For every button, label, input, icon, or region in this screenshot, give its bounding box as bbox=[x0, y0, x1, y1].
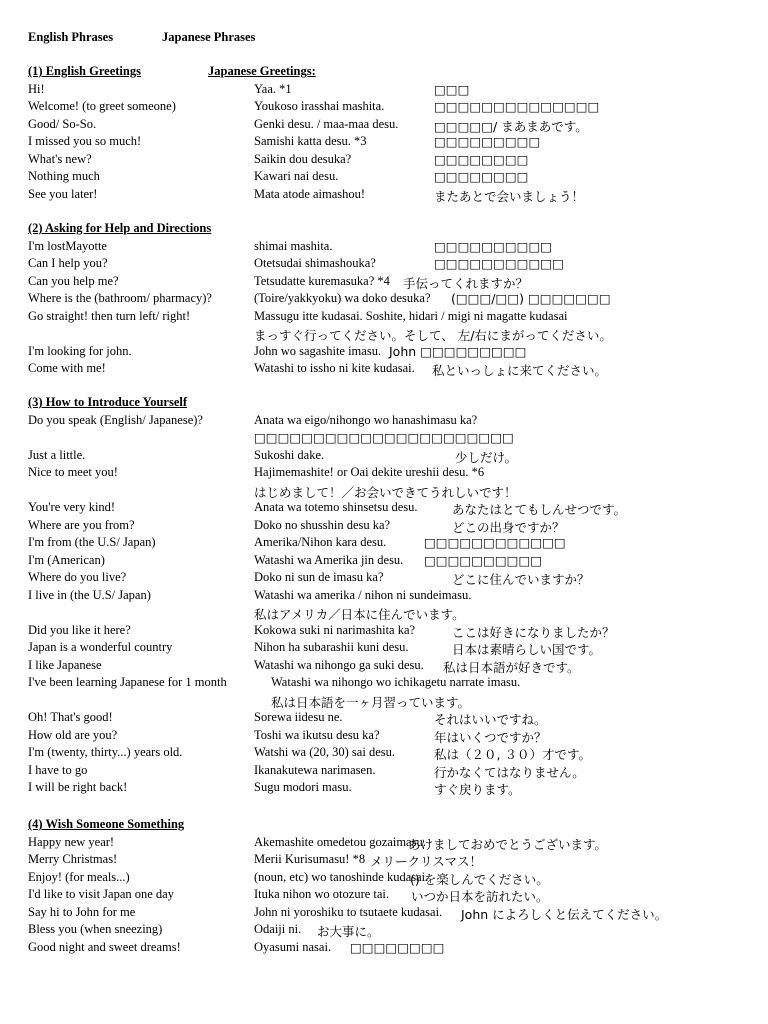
japanese-phrase: ここは好きになりましたか？ bbox=[452, 624, 615, 640]
english-phrase: Just a little. bbox=[28, 447, 86, 462]
romaji-phrase: Sorewa iidesu ne. bbox=[254, 710, 343, 724]
japanese-phrase: □□□□□□□□□ bbox=[434, 134, 541, 149]
romaji-phrase: Watashi wa Amerika jin desu. bbox=[254, 552, 404, 567]
romaji-phrase: Watashi wa nihongo ga suki desu. bbox=[254, 657, 424, 672]
romaji-phrase: Youkoso irasshai mashita. bbox=[254, 99, 385, 113]
romaji-phrase: Tetsudatte kuremasuka? *4 bbox=[254, 273, 390, 288]
phrase-row bbox=[28, 763, 768, 780]
phrase-row bbox=[28, 570, 768, 587]
japanese-phrase: どこに住んでいますか？ bbox=[452, 572, 590, 587]
phrase-row bbox=[28, 887, 768, 904]
phrase-row bbox=[28, 852, 768, 869]
romaji-phrase: Watashi wa nihongo wo ichikagetu narrate imasu. bbox=[271, 675, 521, 689]
romaji-phrase: Saikin dou desuka? bbox=[254, 151, 352, 166]
phrase-row bbox=[28, 905, 768, 922]
phrase-row bbox=[28, 187, 768, 204]
phrase-row bbox=[28, 344, 768, 361]
japanese-phrase-continued: はじめまして！／お会いできてうれしいです！ bbox=[254, 484, 517, 500]
phrase-row bbox=[28, 134, 768, 151]
phrase-row bbox=[28, 465, 768, 482]
english-phrase: Japan is a wonderful country bbox=[28, 640, 173, 654]
romaji-phrase: (noun, etc) wo tanoshinde kudasai. bbox=[254, 869, 429, 884]
english-phrase: Come with me! bbox=[28, 361, 106, 375]
romaji-phrase: Doko ni sun de imasu ka? bbox=[254, 570, 384, 584]
phrase-row bbox=[28, 413, 768, 430]
romaji-phrase: Merii Kurisumasu! *8 bbox=[254, 852, 366, 866]
japanese-phrase-continued: 私は日本語を一ヶ月習っています。 bbox=[271, 694, 471, 710]
romaji-phrase: Kokowa suki ni narimashita ka? bbox=[254, 622, 416, 637]
english-phrase: I've been learning Japanese for 1 month bbox=[28, 675, 227, 689]
english-phrase: Do you speak (English/ Japanese)? bbox=[28, 412, 203, 427]
japanese-phrase: いつか日本を訪れたい。 bbox=[411, 889, 549, 904]
english-phrase: I like Japanese bbox=[28, 657, 102, 672]
japanese-phrase: □□□□□□□□ bbox=[350, 939, 445, 955]
japanese-phrase-continued: まっすぐ行ってください。そして、 左/右にまがってください。 bbox=[254, 328, 612, 343]
english-phrase: I live in (the U.S/ Japan) bbox=[28, 587, 151, 602]
romaji-phrase: Ituka nihon wo otozure tai. bbox=[254, 887, 390, 901]
japanese-phrase: あなたはとてもしんせつです。 bbox=[452, 502, 627, 517]
english-phrase: Where is the (bathroom/ pharmacy)? bbox=[28, 291, 212, 305]
english-phrase: I missed you so much! bbox=[28, 134, 142, 148]
japanese-phrase: □□□□□□□□□□□ bbox=[434, 256, 564, 271]
japanese-phrase: 私といっしょに来てください。 bbox=[432, 363, 608, 378]
japanese-phrase: 行かなくてはなりません。 bbox=[434, 764, 585, 780]
phrase-row bbox=[28, 256, 768, 273]
english-phrase: Enjoy! (for meals...) bbox=[28, 869, 130, 884]
romaji-phrase: Toshi wa ikutsu desu ka? bbox=[254, 727, 380, 742]
section-title: (3) How to Introduce Yourself bbox=[28, 395, 188, 409]
romaji-phrase: Otetsudai shimashouka? bbox=[254, 256, 376, 270]
english-phrase: I'd like to visit Japan one day bbox=[28, 887, 174, 901]
romaji-phrase: Watashi to issho ni kite kudasai. bbox=[254, 361, 415, 375]
phrase-row bbox=[28, 588, 768, 605]
romaji-phrase: Samishi katta desu. *3 bbox=[254, 134, 367, 148]
japanese-phrase: すぐ戻ります。 bbox=[434, 782, 521, 797]
japanese-phrase: () を楽しんでください。 bbox=[410, 871, 549, 887]
english-phrase: Oh! That's good! bbox=[28, 710, 113, 724]
english-phrase: Good/ So-So. bbox=[28, 116, 97, 131]
romaji-phrase: Anata wa totemo shinsetsu desu. bbox=[254, 500, 418, 514]
phrase-row bbox=[28, 152, 768, 169]
romaji-phrase: Sugu modori masu. bbox=[254, 780, 352, 794]
romaji-phrase: Watashi wa amerika / nihon ni sundeimasu. bbox=[254, 587, 472, 602]
japanese-phrase: どこの出身ですか？ bbox=[452, 519, 565, 535]
header-japanese-phrases: Japanese Phrases bbox=[162, 30, 256, 44]
romaji-phrase: Genki desu. / maa-maa desu. bbox=[254, 116, 399, 131]
romaji-phrase: Yaa. *1 bbox=[254, 81, 292, 96]
english-phrase: Where are you from? bbox=[28, 517, 135, 532]
english-phrase: What's new? bbox=[28, 151, 92, 166]
phrase-row bbox=[28, 675, 768, 692]
japanese-phrase: 手伝ってくれますか？ bbox=[403, 275, 529, 291]
japanese-phrase: □□□□□□□□□□ bbox=[424, 552, 543, 568]
english-phrase: Nothing much bbox=[28, 169, 100, 183]
romaji-phrase: John wo sagashite imasu. bbox=[254, 343, 382, 358]
phrase-row bbox=[28, 870, 768, 887]
english-phrase: Say hi to John for me bbox=[28, 904, 136, 919]
japanese-phrase: お大事に。 bbox=[317, 924, 380, 939]
phrase-row bbox=[28, 117, 768, 134]
romaji-phrase: Odaiji ni. bbox=[254, 922, 302, 936]
english-phrase: See you later! bbox=[28, 186, 98, 201]
romaji-phrase: Oyasumi nasai. bbox=[254, 939, 332, 954]
japanese-phrase: (□□□/□□) □□□□□□□ bbox=[451, 291, 611, 306]
romaji-phrase: Hajimemashite! or Oai dekite ureshii desu. *6 bbox=[254, 465, 485, 479]
english-phrase: How old are you? bbox=[28, 727, 118, 742]
phrase-row bbox=[28, 658, 768, 675]
romaji-phrase: John ni yoroshiku to tsutaete kudasai. bbox=[254, 904, 443, 919]
japanese-phrase: □□□□□□□□□□□□ bbox=[424, 535, 566, 550]
english-phrase: Merry Christmas! bbox=[28, 852, 118, 866]
english-phrase: Where do you live? bbox=[28, 570, 127, 584]
japanese-phrase: □□□□□□□□□□□□□□ bbox=[434, 99, 600, 114]
phrase-row bbox=[28, 239, 768, 256]
japanese-phrase: それはいいですね。 bbox=[434, 712, 547, 727]
romaji-phrase: Watshi wa (20, 30) sai desu. bbox=[254, 745, 395, 759]
japanese-phrase: またあとで会いましょう！ bbox=[434, 188, 585, 204]
japanese-phrase: 日本は素晴らしい国です。 bbox=[452, 642, 602, 657]
section-title: (1) English Greetings bbox=[28, 64, 141, 78]
phrase-row bbox=[28, 922, 768, 939]
romaji-phrase: Ikanakutewa narimasen. bbox=[254, 762, 376, 777]
english-phrase: Can I help you? bbox=[28, 256, 108, 270]
phrase-row bbox=[28, 309, 768, 326]
phrase-row bbox=[28, 535, 768, 552]
phrase-row bbox=[28, 745, 768, 762]
english-phrase: Welcome! (to greet someone) bbox=[28, 99, 176, 113]
japanese-phrase: □□□□□□□□□□ bbox=[434, 238, 553, 254]
phrase-row bbox=[28, 500, 768, 517]
english-phrase: Happy new year! bbox=[28, 834, 115, 849]
japanese-phrase: メリークリスマス！ bbox=[370, 854, 483, 869]
phrase-row bbox=[28, 448, 768, 465]
japanese-phrase: □□□□□□□□ bbox=[434, 151, 529, 167]
romaji-phrase: Kawari nai desu. bbox=[254, 169, 339, 183]
english-phrase: Did you like it here? bbox=[28, 622, 131, 637]
japanese-phrase-continued: 私はアメリカ／日本に住んでいます。 bbox=[254, 607, 465, 622]
english-phrase: Go straight! then turn left/ right! bbox=[28, 308, 191, 323]
phrase-row bbox=[28, 361, 768, 378]
phrase-row bbox=[28, 780, 768, 797]
english-phrase: I have to go bbox=[28, 762, 88, 777]
japanese-phrase: 年はいくつですか？ bbox=[434, 729, 547, 745]
japanese-phrase: 私は（２０, ３０）才です。 bbox=[434, 747, 591, 762]
phrase-row bbox=[28, 82, 768, 99]
romaji-phrase: Amerika/Nihon kara desu. bbox=[254, 535, 387, 549]
phrase-row bbox=[28, 710, 768, 727]
phrase-row bbox=[28, 728, 768, 745]
romaji-phrase: Doko no shusshin desu ka? bbox=[254, 517, 391, 532]
english-phrase: I'm (American) bbox=[28, 552, 105, 567]
phrase-row bbox=[28, 169, 768, 186]
phrase-row bbox=[28, 274, 768, 291]
english-phrase: Nice to meet you! bbox=[28, 465, 118, 479]
english-phrase: Can you help me? bbox=[28, 273, 119, 288]
phrase-row bbox=[28, 553, 768, 570]
section-title: (2) Asking for Help and Directions bbox=[28, 221, 212, 235]
japanese-phrase: John によろしくと伝えてください。 bbox=[461, 906, 668, 922]
romaji-phrase: Akemashite omedetou gozaimasu. bbox=[254, 834, 426, 849]
english-phrase: I'm lostMayotte bbox=[28, 238, 107, 253]
japanese-phrase: □□□□□/ まあまあです。 bbox=[434, 118, 588, 134]
phrase-row bbox=[28, 640, 768, 657]
section-title: (4) Wish Someone Something bbox=[28, 817, 185, 831]
english-phrase: Hi! bbox=[28, 81, 45, 96]
english-phrase: I'm from (the U.S/ Japan) bbox=[28, 535, 156, 549]
japanese-phrase: John □□□□□□□□□ bbox=[389, 343, 527, 359]
romaji-phrase: Massugu itte kudasai. Soshite, hidari / migi ni magatte kudasai bbox=[254, 308, 568, 323]
japanese-phrase: □□□□□□□□ bbox=[434, 169, 529, 184]
japanese-phrase: 私は日本語が好きです。 bbox=[443, 659, 580, 675]
japanese-phrase-continued: □□□□□□□□□□□□□□□□□□□□□□ bbox=[254, 430, 514, 445]
english-phrase: I'm looking for john. bbox=[28, 343, 132, 358]
english-phrase: You're very kind! bbox=[28, 500, 116, 514]
phrase-row bbox=[28, 291, 768, 308]
english-phrase: Bless you (when sneezing) bbox=[28, 922, 163, 936]
english-phrase: I will be right back! bbox=[28, 780, 128, 794]
romaji-phrase: Mata atode aimashou! bbox=[254, 186, 366, 201]
english-phrase: Good night and sweet dreams! bbox=[28, 939, 181, 954]
romaji-phrase: shimai mashita. bbox=[254, 238, 333, 253]
phrase-row bbox=[28, 940, 768, 957]
romaji-phrase: (Toire/yakkyoku) wa doko desuka? bbox=[254, 291, 431, 305]
header-english-phrases: English Phrases bbox=[28, 30, 114, 44]
romaji-phrase: Nihon ha subarashii kuni desu. bbox=[254, 640, 409, 654]
phrase-row bbox=[28, 518, 768, 535]
section-title-japanese: Japanese Greetings: bbox=[208, 64, 316, 78]
japanese-phrase: 少しだけ。 bbox=[455, 449, 518, 465]
phrase-row bbox=[28, 835, 768, 852]
phrase-row bbox=[28, 99, 768, 116]
romaji-phrase: Anata wa eigo/nihongo wo hanashimasu ka? bbox=[254, 412, 478, 427]
phrase-row bbox=[28, 623, 768, 640]
english-phrase: I'm (twenty, thirty...) years old. bbox=[28, 745, 183, 759]
romaji-phrase: Sukoshi dake. bbox=[254, 447, 325, 462]
japanese-phrase: □□□ bbox=[434, 81, 470, 97]
japanese-phrase: あけましておめでとうございます。 bbox=[408, 836, 608, 852]
